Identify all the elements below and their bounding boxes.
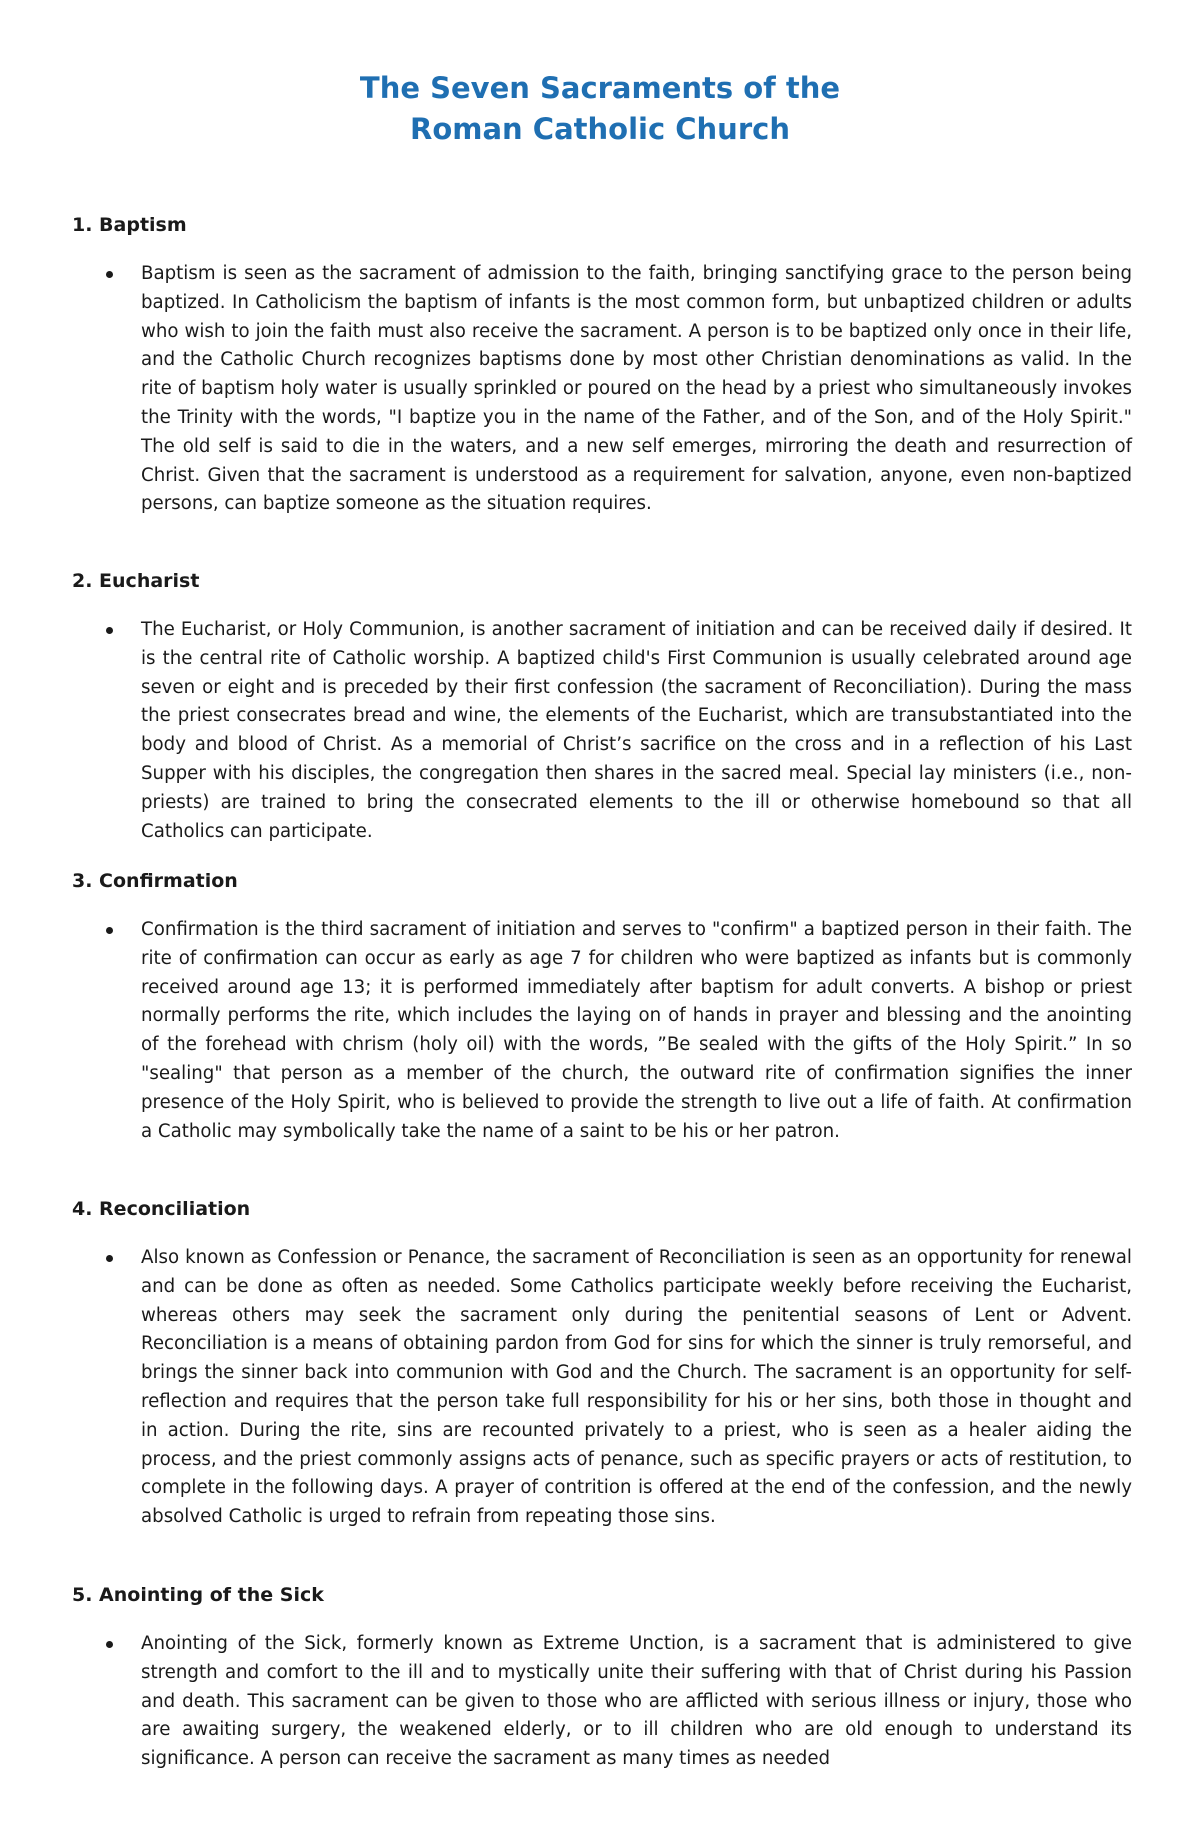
bullet-icon — [106, 927, 113, 934]
section-paragraph: The Eucharist, or Holy Communion, is another sacrament of initiation and can be received daily if desired. It is the central rite of Catholic worship. A baptized child's First Communion is usually celebrated around age seven or eight and is preceded by their first confession (the sacrament of Reconciliation). During the mass the priest consecrates bread and wine, the elements of the Eucharist, which are transubstantiated into the body and blood of Christ. As a memorial of Christ’s sacrifice on the cross and in a reflection of his Last Supper with his disciples, the congregation then shares in the sacred meal. Special lay ministers (i.e., non-priests) are trained to bring the consecrated elements to the ill or otherwise homebound so that all Catholics can participate. — [141, 619, 1132, 842]
bullet-icon — [106, 1255, 113, 1262]
document-title — [0, 68, 1200, 150]
list-item — [72, 916, 1132, 1146]
list-item — [72, 1244, 1132, 1532]
section-reconciliation — [72, 1197, 1132, 1532]
bullet-icon — [106, 1641, 113, 1648]
section-confirmation — [72, 869, 1132, 1146]
bullet-icon — [106, 627, 113, 634]
section-heading: 3. Confirmation — [72, 870, 238, 892]
section-eucharist — [72, 569, 1132, 846]
section-heading: 4. Reconciliation — [72, 1198, 251, 1220]
section-heading: 2. Eucharist — [72, 570, 200, 592]
title-line-2: Roman Catholic Church — [410, 112, 790, 146]
title-line-1: The Seven Sacraments of the — [359, 71, 841, 105]
section-heading: 1. Baptism — [72, 214, 187, 236]
section-paragraph: Also known as Confession or Penance, the sacrament of Reconciliation is seen as an opportunity for renewal and can be done as often as needed. Some Catholics participate weekly before receiving the Eucharist, whereas others may seek the sacrament only during the penitential seasons of Lent or Advent. Reconciliation is a means of obtaining pardon from God for sins for which the sinner is truly remorseful, and brings the sinner back into communion with God and the Church. The sacrament is an opportunity for self-reflection and requires that the person take full responsibility for his or her sins, both those in thought and in action. During the rite, sins are recounted privately to a priest, who is seen as a healer aiding the process, and the priest commonly assigns acts of penance, such as specific prayers or acts of restitution, to complete in the following days. A prayer of contrition is offered at the end of the confession, and the newly absolved Catholic is urged to refrain from repeating those sins. — [141, 1247, 1132, 1528]
list-item — [72, 616, 1132, 846]
section-heading: 5. Anointing of the Sick — [72, 1584, 324, 1606]
list-item — [72, 260, 1132, 519]
section-baptism — [72, 213, 1132, 519]
list-item — [72, 1630, 1132, 1774]
section-anointing-of-the-sick — [72, 1583, 1132, 1774]
bullet-icon — [106, 271, 113, 278]
section-paragraph: Confirmation is the third sacrament of initiation and serves to "confirm" a baptized person in their faith. The rite of confirmation can occur as early as age 7 for children who were baptized as infants but is commonly received around age 13; it is performed immediately after baptism for adult converts. A bishop or priest normally performs the rite, which includes the laying on of hands in prayer and blessing and the anointing of the forehead with chrism (holy oil) with the words, ”Be sealed with the gifts of the Holy Spirit.” In so "sealing" that person as a member of the church, the outward rite of confirmation signifies the inner presence of the Holy Spirit, who is believed to provide the strength to live out a life of faith. At confirmation a Catholic may symbolically take the name of a saint to be his or her patron. — [141, 919, 1132, 1142]
section-paragraph: Anointing of the Sick, formerly known as Extreme Unction, is a sacrament that is administered to give strength and comfort to the ill and to mystically unite their suffering with that of Christ during his Passion and death. This sacrament can be given to those who are afflicted with serious illness or injury, those who are awaiting surgery, the weakened elderly, or to ill children who are old enough to understand its significance. A person can receive the sacrament as many times as needed — [141, 1633, 1132, 1770]
section-paragraph: Baptism is seen as the sacrament of admission to the faith, bringing sanctifying grace to the person being baptized. In Catholicism the baptism of infants is the most common form, but unbaptized children or adults who wish to join the faith must also receive the sacrament. A person is to be baptized only once in their life, and the Catholic Church recognizes baptisms done by most other Christian denominations as valid. In the rite of baptism holy water is usually sprinkled or poured on the head by a priest who simultaneously invokes the Trinity with the words, "I baptize you in the name of the Father, and of the Son, and of the Holy Spirit." The old self is said to die in the waters, and a new self emerges, mirroring the death and resurrection of Christ. Given that the sacrament is understood as a requirement for salvation, anyone, even non-baptized persons, can baptize someone as the situation requires. — [141, 263, 1132, 515]
